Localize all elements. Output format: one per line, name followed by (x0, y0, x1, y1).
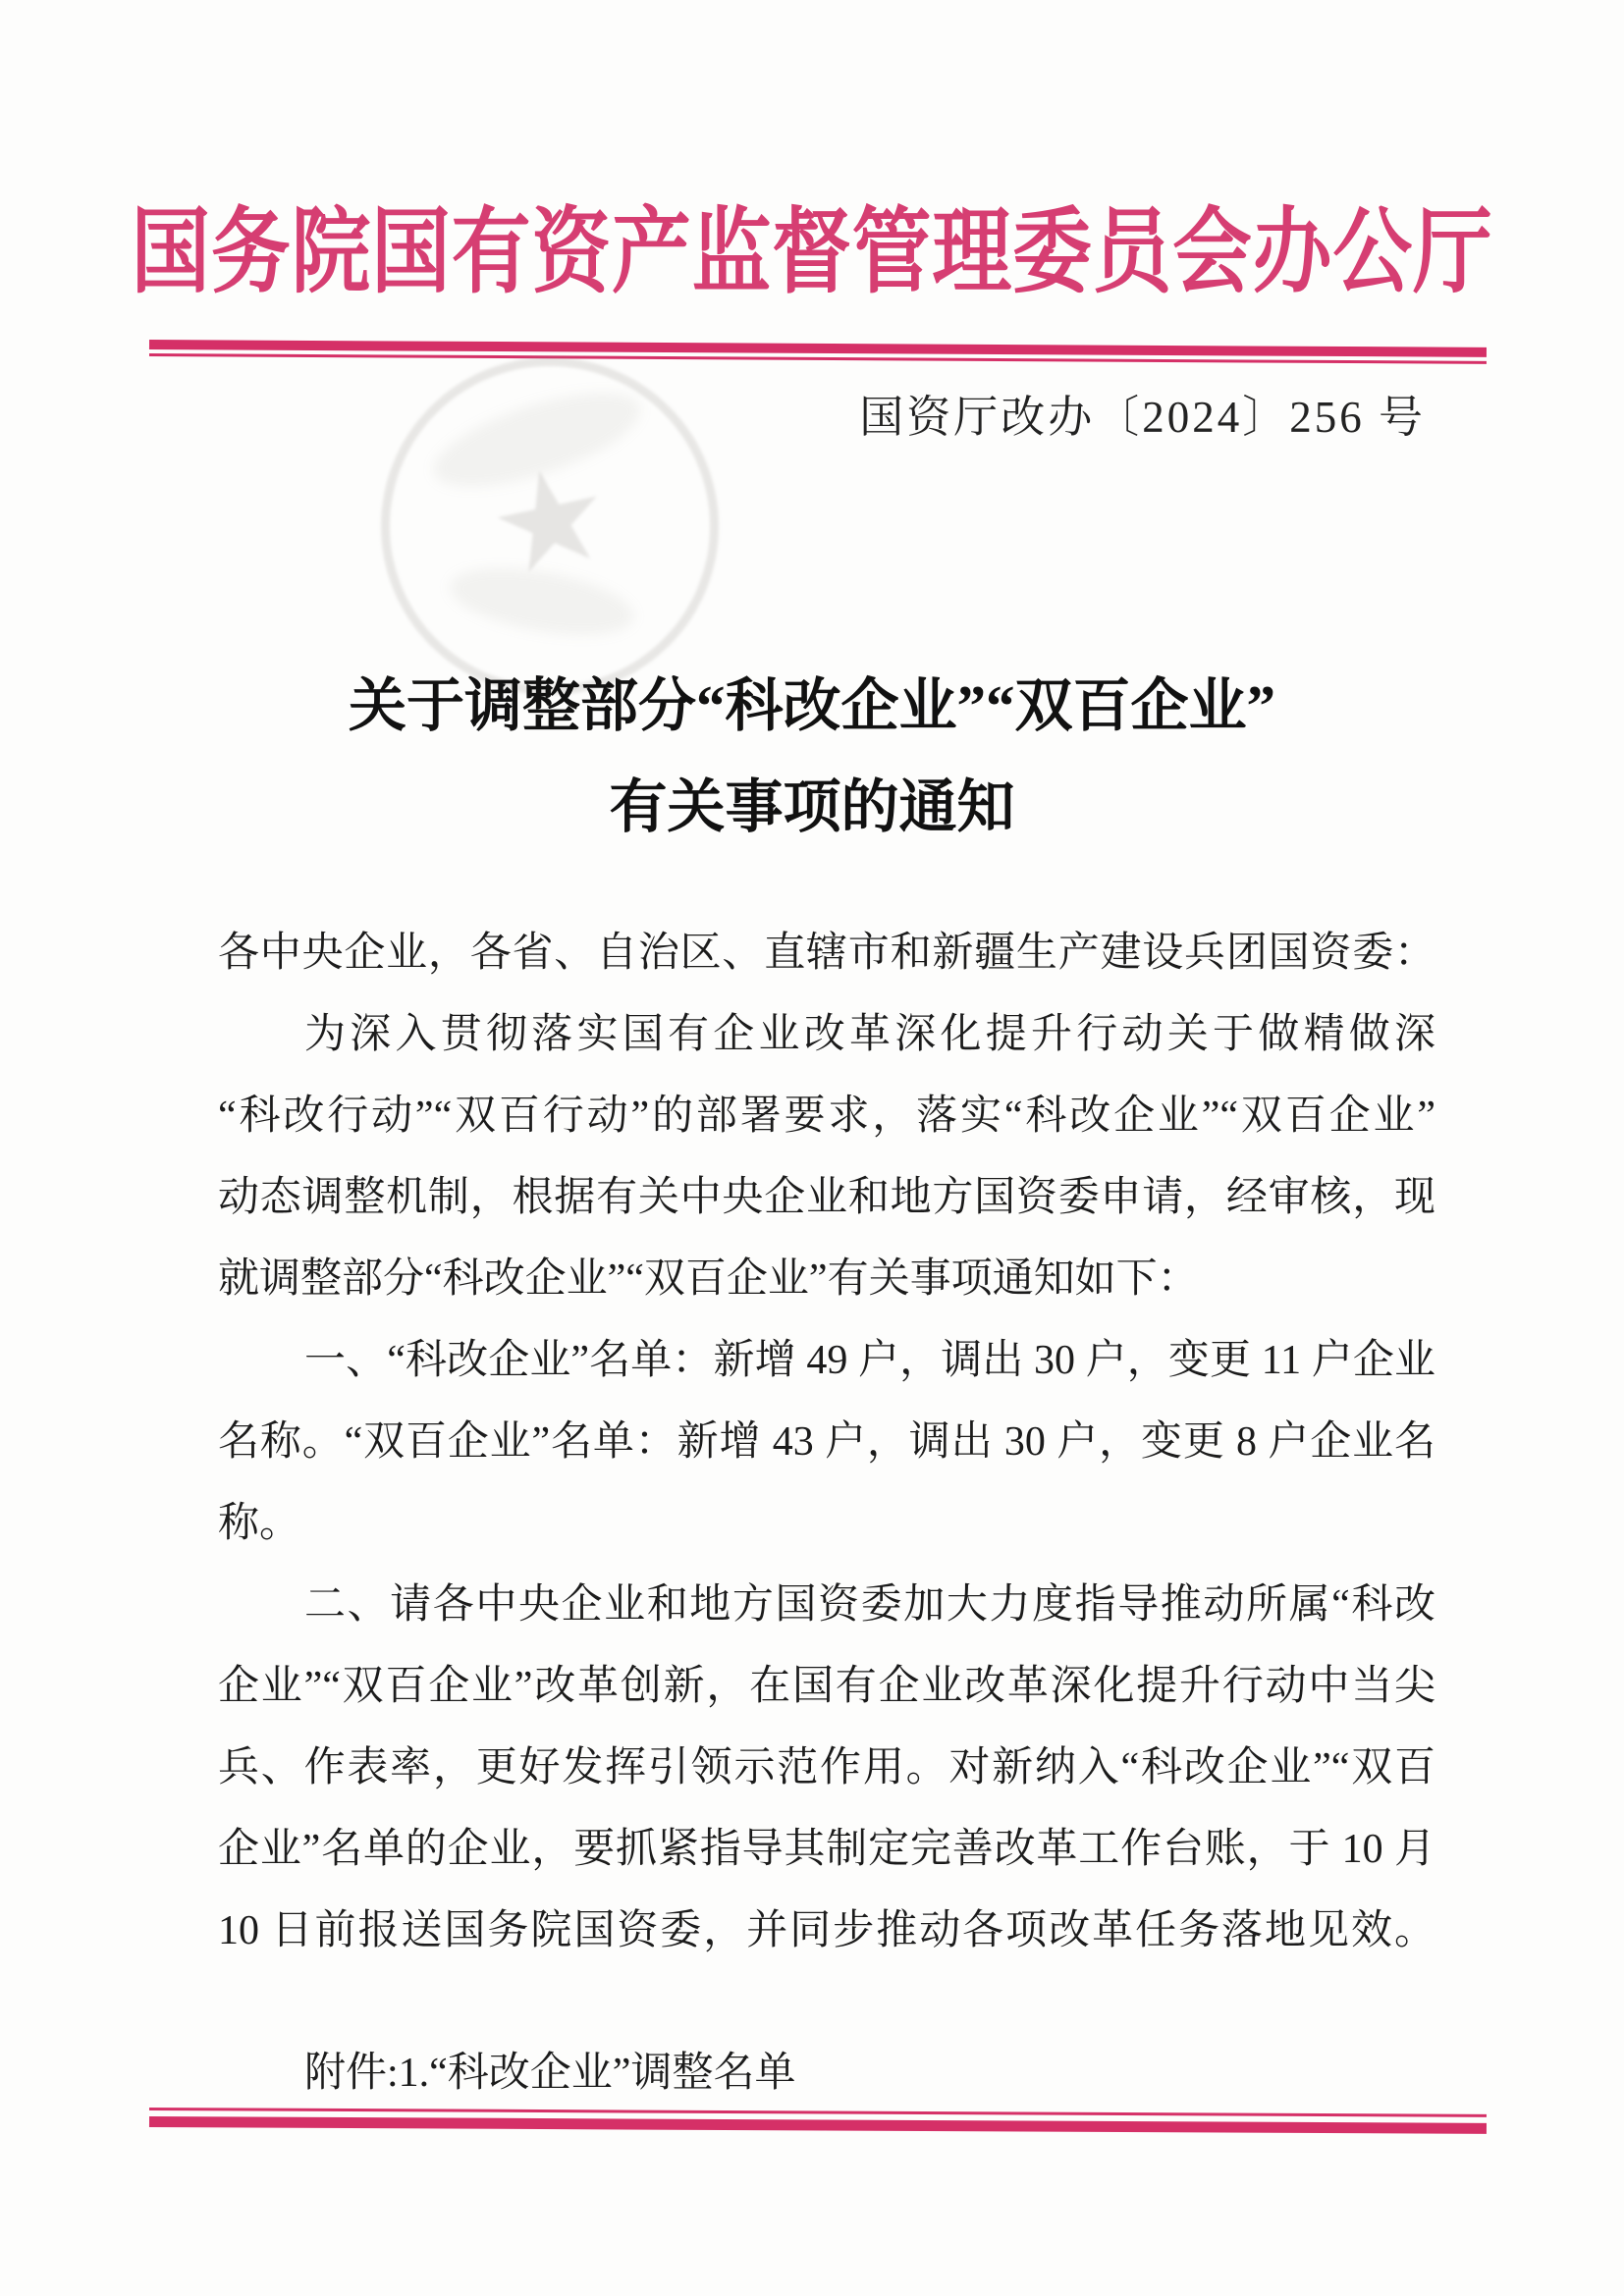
footer-divider-thick (149, 2116, 1487, 2134)
body-line: 称。 (218, 1501, 301, 1546)
body-line: “科改行动”“双百行动”的部署要求，落实“科改企业”“双百企业” (218, 1094, 1435, 1139)
body-line: 10 日前报送国务院国资委，并同步推动各项改革任务落地见效。 (218, 1908, 1435, 1953)
body-line: 为深入贯彻落实国有企业改革深化提升行动关于做精做深 (304, 1012, 1435, 1057)
body-line: 动态调整机制，根据有关中央企业和地方国资委申请，经审核，现 (218, 1175, 1435, 1220)
document-title-line2: 有关事项的通知 (609, 774, 1015, 839)
body-line: 就调整部分“科改企业”“双百企业”有关事项通知如下： (218, 1256, 1199, 1302)
body-line-item-2: 二、请各中央企业和地方国资委加大力度指导推动所属“科改 (304, 1582, 1435, 1628)
body-line-salutation: 各中央企业，各省、自治区、直辖市和新疆生产建设兵团国资委： (218, 931, 1435, 976)
document-number: 国资厅改办〔2024〕256 号 (859, 393, 1426, 442)
document-title (203, 656, 1421, 858)
letterhead-issuer-title: 国务院国有资产监督管理委员会办公厅 (131, 200, 1493, 304)
document-body (218, 913, 1435, 2114)
body-line: 兵、作表率，更好发挥引领示范作用。对新纳入“科改企业”“双百 (218, 1745, 1435, 1790)
body-line-item-1: 一、“科改企业”名单：新增 49 户，调出 30 户，变更 11 户企业 (304, 1338, 1435, 1383)
body-line: 企业”“双百企业”改革创新，在国有企业改革深化提升行动中当尖 (218, 1664, 1435, 1709)
star-icon: ★ (475, 432, 624, 609)
body-line: 企业”名单的企业，要抓紧指导其制定完善改革工作台账，于 10 月 (218, 1827, 1435, 1872)
attachment-line: 附件:1.“科改企业”调整名单 (304, 2051, 796, 2096)
document-title-line1: 关于调整部分“科改企业”“双百企业” (348, 673, 1275, 738)
official-seal-watermark (381, 357, 719, 695)
body-line: 名称。“双百企业”名单：新增 43 户，调出 30 户，变更 8 户企业名 (218, 1419, 1435, 1465)
